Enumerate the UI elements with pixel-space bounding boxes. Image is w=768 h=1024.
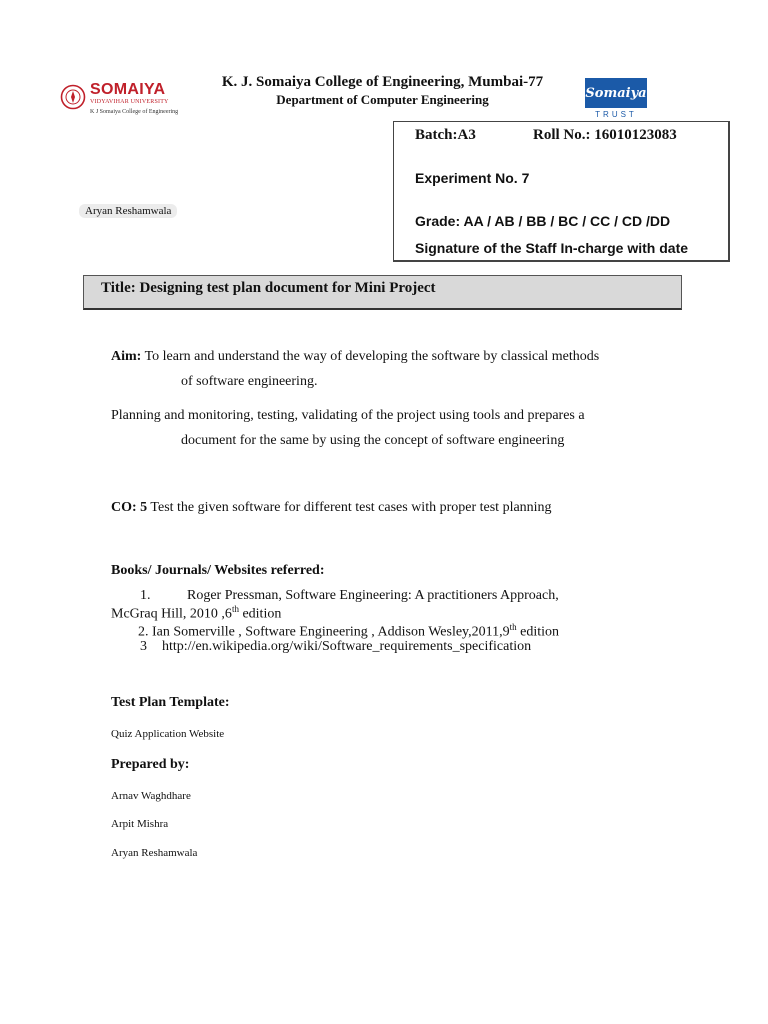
reference-2-edition: edition xyxy=(516,624,560,640)
template-heading: Test Plan Template: xyxy=(111,695,230,710)
reference-1-text: McGraq Hill, 2010 ,6 xyxy=(111,606,232,622)
aim-text-1: To learn and understand the way of developing the software by classical methods xyxy=(141,349,600,364)
reference-1-sup: th xyxy=(231,604,239,614)
signature-label: Signature of the Staff In-charge with date xyxy=(415,240,689,256)
course-outcome xyxy=(111,500,552,516)
books-heading: Books/ Journals/ Websites referred: xyxy=(111,563,325,578)
reference-1-number: 1. xyxy=(140,588,151,603)
prepared-by-heading: Prepared by: xyxy=(111,757,190,772)
aim-label: Aim: xyxy=(111,349,142,364)
member-1: Arnav Waghdhare xyxy=(111,790,191,802)
trust-wordmark: Somaiya xyxy=(585,78,647,108)
university-subtitle: VIDYAVIHAR UNIVERSITY xyxy=(90,99,169,105)
aim-line-2: of software engineering. xyxy=(181,374,318,389)
reference-1-line-1: Roger Pressman, Software Engineering: A practitioners Approach, xyxy=(187,588,559,603)
member-3: Aryan Reshamwala xyxy=(111,847,198,859)
batch-label: Batch:A3 xyxy=(415,127,476,143)
aim-line-1 xyxy=(111,349,599,365)
aim-line-3: Planning and monitoring, testing, validating of the project using tools and prepares a xyxy=(111,408,585,423)
seal-icon xyxy=(60,84,86,110)
member-2: Arpit Mishra xyxy=(111,818,169,830)
roll-number: Roll No.: 16010123083 xyxy=(533,127,677,143)
reference-3-link[interactable]: http://en.wikipedia.org/wiki/Software_requirements_specification xyxy=(162,639,532,654)
somaiya-trust-logo xyxy=(585,78,647,120)
somaiya-university-logo xyxy=(60,80,190,120)
reference-2-text: 2. Ian Somerville , Software Engineering , Addison Wesley,2011,9 xyxy=(138,624,510,640)
experiment-number: Experiment No. 7 xyxy=(415,170,530,186)
reference-1-edition: edition xyxy=(238,606,282,622)
project-name: Quiz Application Website xyxy=(111,728,225,740)
co-text: Test the given software for different test cases with proper test planning xyxy=(147,500,552,515)
reference-2-sup: th xyxy=(509,622,517,632)
college-name: K. J. Somaiya College of Engineering, Mumbai-77 xyxy=(221,74,544,90)
college-subtitle: K J Somaiya College of Engineering xyxy=(90,109,179,115)
co-label: CO: 5 xyxy=(111,500,148,515)
reference-3-number: 3 xyxy=(140,639,147,654)
author-chip[interactable]: Aryan Reshamwala xyxy=(79,204,177,218)
reference-2 xyxy=(138,622,559,641)
somaiya-wordmark: SOMAIYA xyxy=(90,81,166,98)
grade-options: Grade: AA / AB / BB / BC / CC / CD /DD xyxy=(415,213,671,229)
document-title: Title: Designing test plan document for Mini Project xyxy=(101,280,436,296)
reference-1-line-2 xyxy=(111,604,281,623)
trust-subtitle: TRUST xyxy=(585,109,647,120)
aim-line-4: document for the same by using the concept of software engineering xyxy=(181,433,565,448)
department-name: Department of Computer Engineering xyxy=(276,92,489,107)
